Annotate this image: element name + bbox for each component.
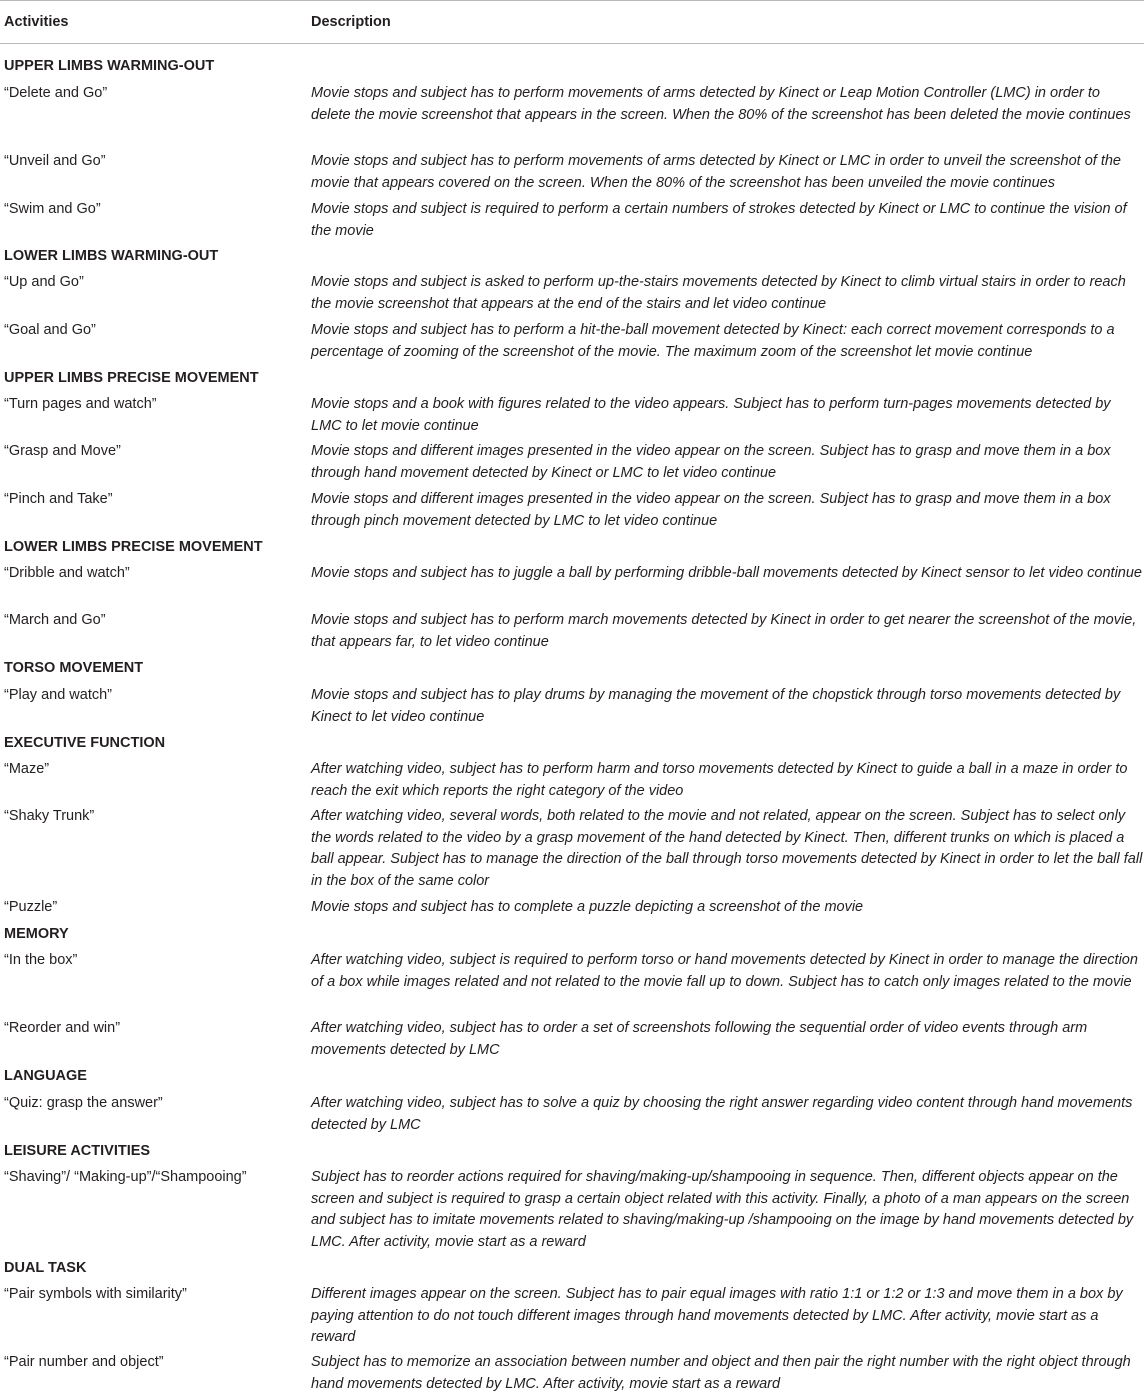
activity-name: “Grasp and Move” [4,443,121,459]
activity-name: “Pair symbols with similarity” [4,1286,187,1302]
category-label: DUAL TASK [4,1260,87,1276]
activity-description: Subject has to memorize an association between number and object and then pair the right number with the right object through hand movements detected by LMC. After activity, movie start as a reward [311,1354,1131,1392]
category-label: LOWER LIMBS WARMING-OUT [4,248,219,264]
activity-name: “Shaving”/ “Making-up”/“Shampooing” [4,1169,247,1185]
category-label: UPPER LIMBS WARMING-OUT [4,58,215,74]
activity-description: After watching video, subject has to order a set of screenshots following the sequential order of video events through arm movements detected by LMC [311,1020,1088,1058]
activity-name: “In the box” [4,952,78,968]
activity-name: “Puzzle” [4,899,58,915]
category-label: LANGUAGE [4,1068,87,1084]
activity-description: After watching video, several words, both related to the movie and not related, appear on the screen. Subject has to select only the words related to the video by a grasp movement of the hand detected by Kinect. Then, different trunks on which is placed a ball appear. Subject has to manage the direction of the ball through torso movements detected by Kinect in order to let the ball fall in the box of the same color [311,808,1143,889]
category-label: LEISURE ACTIVITIES [4,1143,151,1159]
table-header [0,0,1144,44]
category-label: UPPER LIMBS PRECISE MOVEMENT [4,370,259,386]
activity-description: Movie stops and different images presented in the video appear on the screen. Subject has to grasp and move them in a box through hand movement detected by Kinect or LMC to let video continue [311,443,1111,481]
activity-name: “Delete and Go” [4,85,108,101]
activity-name: “Reorder and win” [4,1020,121,1036]
activity-name: “Swim and Go” [4,201,101,217]
activity-description: Movie stops and subject has to perform march movements detected by Kinect in order to get nearer the screenshot of the movie, that appears far, to let video continue [311,612,1137,650]
activity-description: Movie stops and subject has to complete a puzzle depicting a screenshot of the movie [311,899,864,915]
activity-description: Movie stops and subject has to perform movements of arms detected by Kinect or Leap Motion Controller (LMC) in order to delete the movie screenshot that appears in the screen. When the 80% of the screenshot has been deleted the movie continues [311,85,1131,123]
header-description: Description [311,14,391,30]
activity-name: “Quiz: grasp the answer” [4,1095,163,1111]
header-activities: Activities [4,14,69,30]
activity-description: Different images appear on the screen. Subject has to pair equal images with ratio 1:1 or 1:2 or 1:3 and move them in a box by paying attention to do not touch different images through hand movements detected by LMC. After activity, movie start as a reward [311,1286,1123,1345]
activity-description: Subject has to reorder actions required for shaving/making-up/shampooing in sequence. Then, different objects appear on the screen and subject is required to grasp a certain object related with this activity. Finally, a photo of a man appears on the screen and subject has to imitate movements related to shaving/making-up /shampooing on the image by hand movements detected by LMC. After activity, movie start as a reward [311,1169,1134,1250]
activity-description: After watching video, subject has to solve a quiz by choosing the right answer regarding video content through hand movements detected by LMC [311,1095,1133,1133]
activity-description: Movie stops and subject has to perform a hit-the-ball movement detected by Kinect: each correct movement corresponds to a percentage of zooming of the screenshot of the movie. The maximum zoom of the screenshot let movie continue [311,322,1115,360]
activity-name: “Dribble and watch” [4,565,130,581]
activity-name: “Goal and Go” [4,322,96,338]
activity-name: “Up and Go” [4,274,84,290]
activity-description: After watching video, subject has to perform harm and torso movements detected by Kinect to guide a ball in a maze in order to reach the exit which reports the right category of the video [311,761,1128,799]
activity-name: “Shaky Trunk” [4,808,95,824]
activity-description: Movie stops and subject is asked to perform up-the-stairs movements detected by Kinect to climb virtual stairs in order to reach the movie screenshot that appears at the end of the stairs and let video continue [311,274,1126,312]
activity-description: Movie stops and subject is required to perform a certain numbers of strokes detected by Kinect or LMC to continue the vision of the movie [311,201,1127,239]
activity-name: “Play and watch” [4,687,112,703]
category-label: MEMORY [4,926,69,942]
category-label: LOWER LIMBS PRECISE MOVEMENT [4,539,263,555]
activity-description: Movie stops and subject has to juggle a ball by performing dribble-ball movements detected by Kinect sensor to let video continue [311,565,1142,581]
activity-name: “March and Go” [4,612,106,628]
activity-name: “Unveil and Go” [4,153,106,169]
activity-description: Movie stops and different images presented in the video appear on the screen. Subject has to grasp and move them in a box through pinch movement detected by LMC to let video continue [311,491,1111,529]
activity-description: Movie stops and subject has to perform movements of arms detected by Kinect or LMC in order to unveil the screenshot of the movie that appears covered on the screen. When the 80% of the screenshot has been unveiled the movie continues [311,153,1121,191]
activity-description: After watching video, subject is required to perform torso or hand movements detected by Kinect in order to manage the direction of a box while images related and not related to the movie fall up to down. Subject has to catch only images related to the movie [311,952,1138,990]
category-label: EXECUTIVE FUNCTION [4,735,166,751]
activity-name: “Turn pages and watch” [4,396,157,412]
activity-name: “Maze” [4,761,50,777]
activity-description: Movie stops and subject has to play drums by managing the movement of the chopstick through torso movements detected by Kinect to let video continue [311,687,1121,725]
activity-name: “Pinch and Take” [4,491,113,507]
category-label: TORSO MOVEMENT [4,660,144,676]
activity-name: “Pair number and object” [4,1354,164,1370]
activity-description: Movie stops and a book with figures related to the video appears. Subject has to perform turn-pages movements detected by LMC to let movie continue [311,396,1111,434]
